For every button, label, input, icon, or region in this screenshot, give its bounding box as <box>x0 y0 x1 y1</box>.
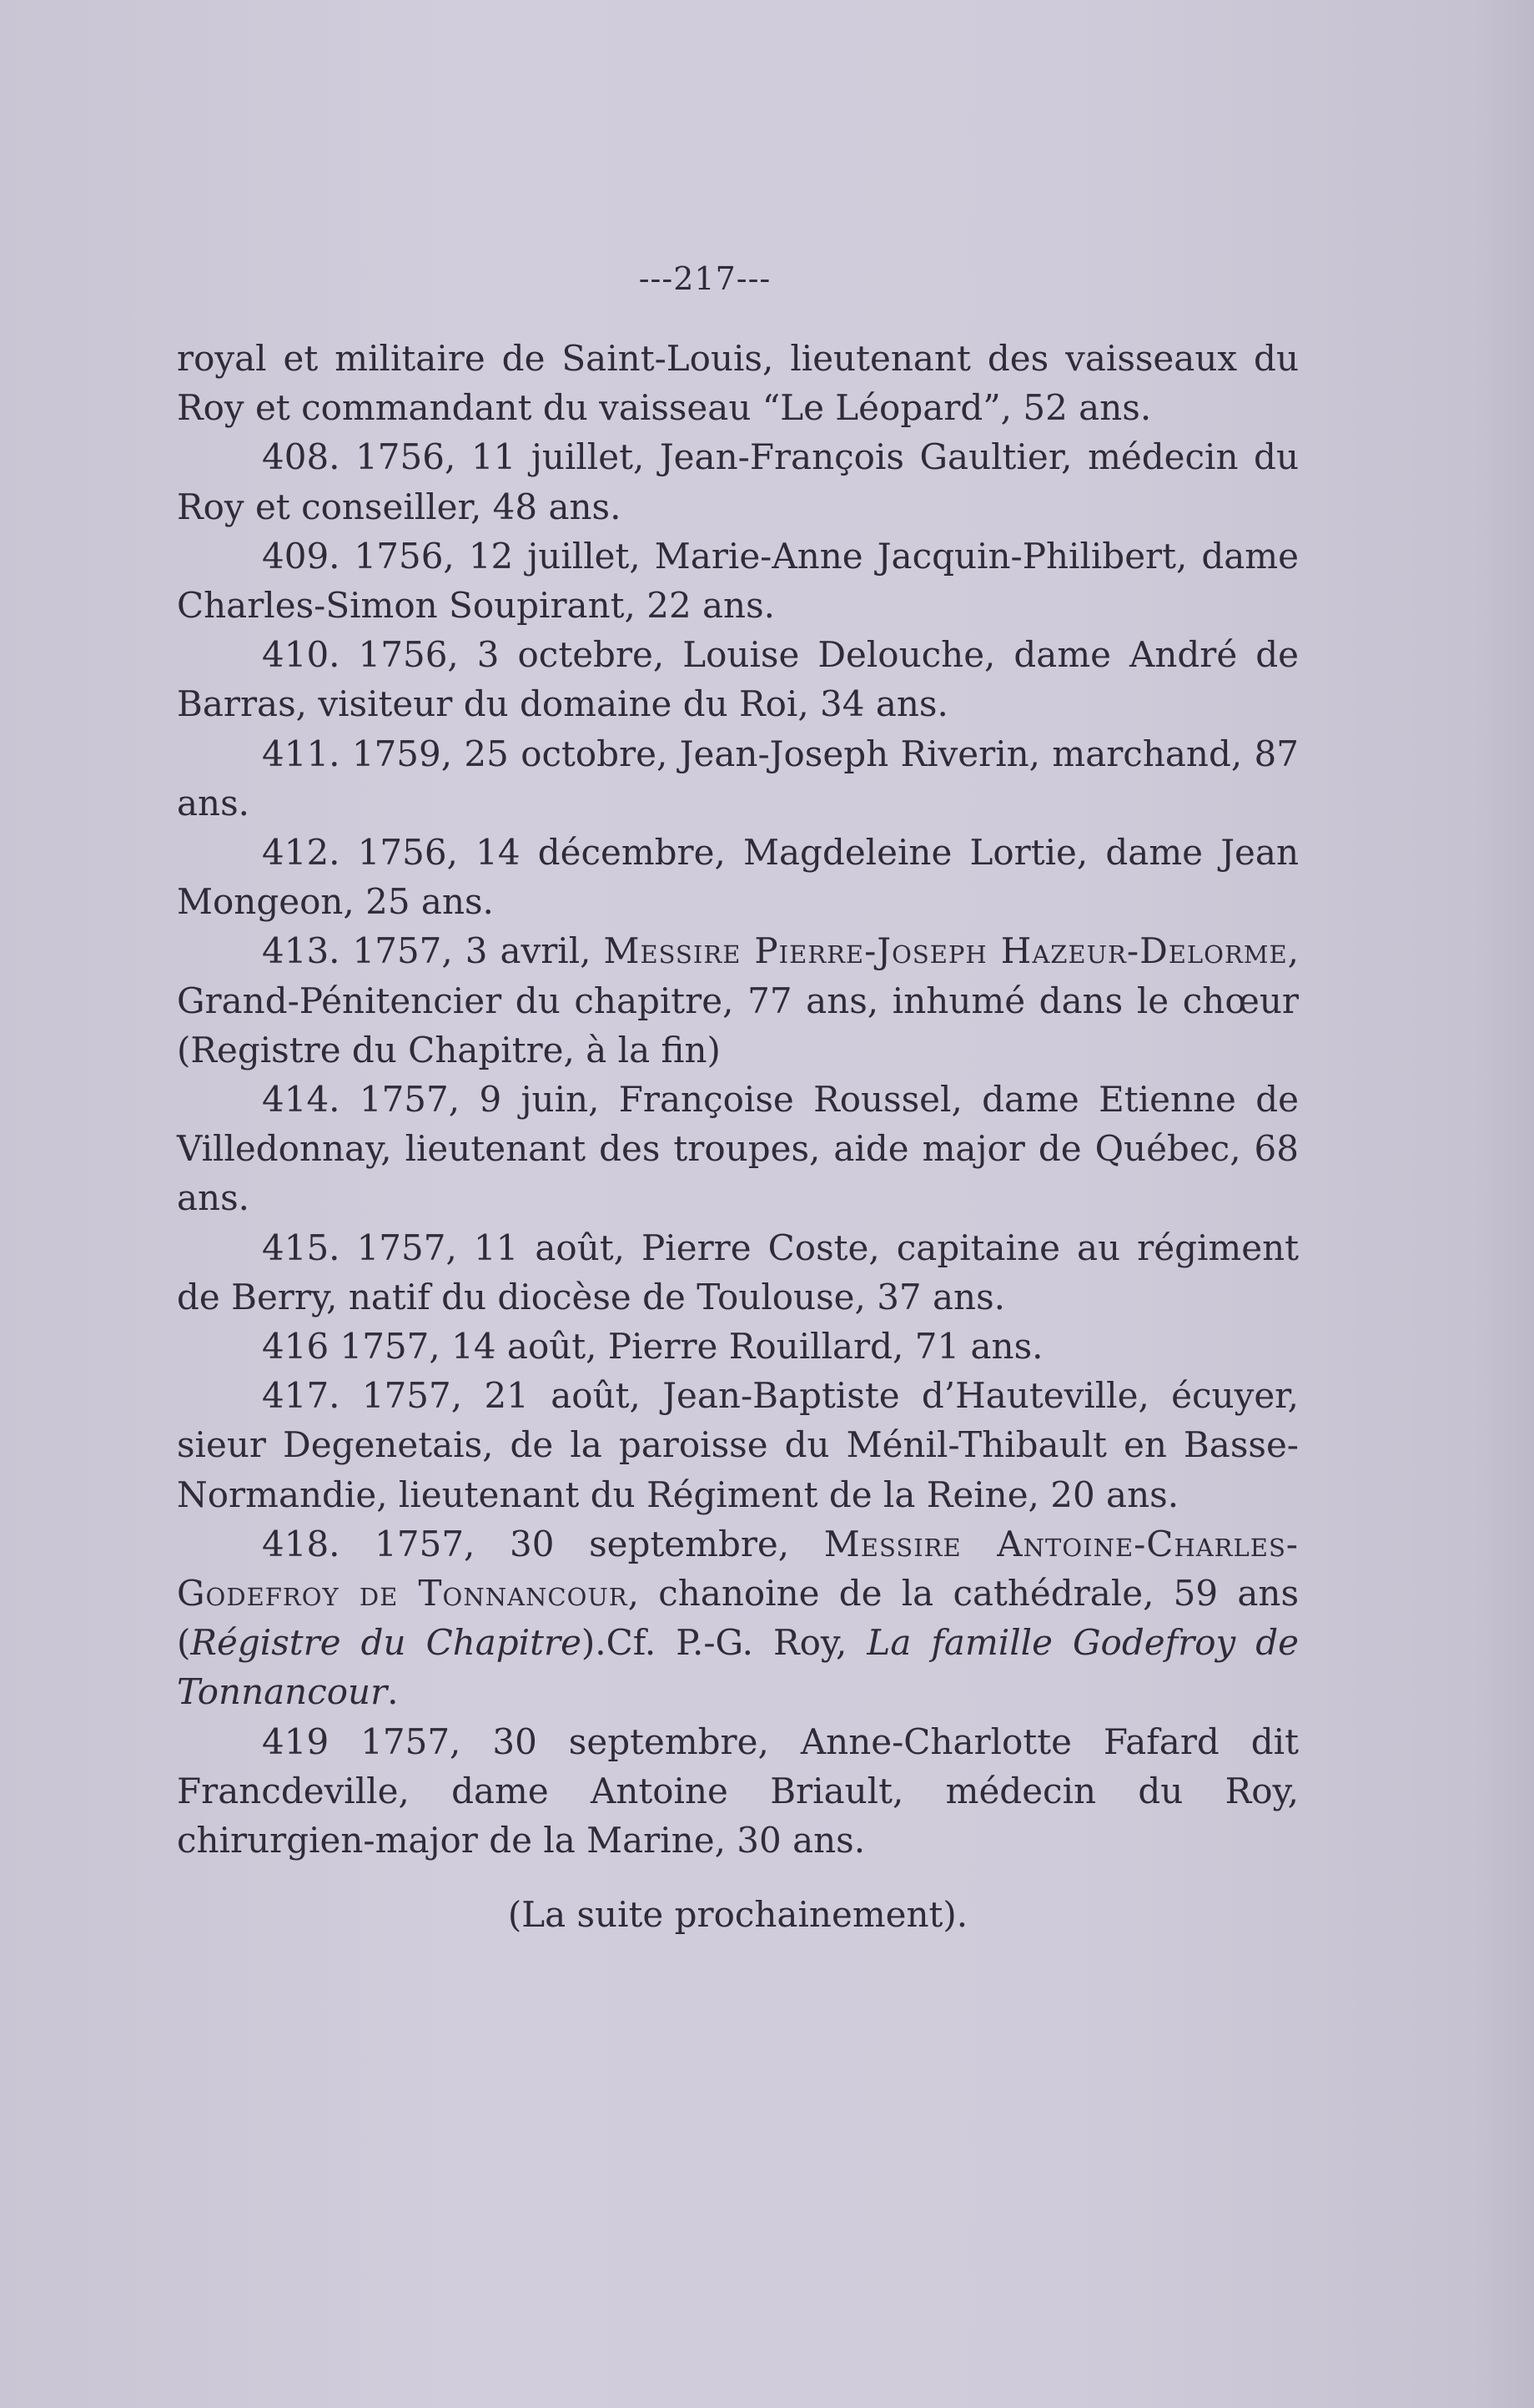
page-number: ---217--- <box>638 260 772 297</box>
entry-417: 417. 1757, 21 août, Jean-Baptiste d’Hauteville, écuyer, sieur Degenetais, de la paroisse du Ménil-Thibault en Basse-Normandie, lieutenant du Régiment de la Reine, 20 ans. <box>177 1375 1299 1515</box>
entry-418-details: , chanoine de la cathédrale, 59 ans ( <box>177 1573 1299 1664</box>
entry-413 <box>177 926 1299 1075</box>
entry-418 <box>177 1519 1299 1717</box>
continuation-note: (La suite prochainement). <box>507 1894 968 1936</box>
entry-418-source: Régistre du Chapitre <box>190 1622 581 1664</box>
entry-412: 412. 1756, 14 décembre, Magdeleine Lortie, dame Jean Mongeon, 25 ans. <box>177 832 1299 923</box>
entry-419: 419 1757, 30 septembre, Anne-Charlotte Fafard dit Francdeville, dame Antoine Briault, médecin du Roy, chirurgien-major de la Marine, 30 ans. <box>177 1720 1299 1861</box>
entry-414: 414. 1757, 9 juin, Françoise Roussel, dame Etienne de Villedonnay, lieutenant des troupes, aide major de Québec, 68 ans. <box>177 1079 1299 1219</box>
entry-411: 411. 1759, 25 octobre, Jean-Joseph Riverin, marchand, 87 ans. <box>177 733 1299 824</box>
entry-408: 408. 1756, 11 juillet, Jean-François Gaultier, médecin du Roy et conseiller, 48 ans. <box>177 436 1299 527</box>
entry-410: 410. 1756, 3 octebre, Louise Delouche, dame André de Barras, visiteur du domaine du Roi, 34 ans. <box>177 634 1299 725</box>
entry-418-end: . <box>387 1671 399 1713</box>
entry-415: 415. 1757, 11 août, Pierre Coste, capitaine au régiment de Berry, natif du diocèse de Toulouse, 37 ans. <box>177 1227 1299 1317</box>
entry-413-details: , Grand-Pénitencier du chapitre, 77 ans, inhumé dans le chœur (Registre du Chapitre, à la fin) <box>177 930 1299 1071</box>
entry-418-date: 418. 1757, 30 septembre, <box>262 1523 824 1564</box>
entry-418-name: Messire Antoine-Charles-Godefroy de Tonnancour <box>177 1523 1300 1615</box>
entry-409: 409. 1756, 12 juillet, Marie-Anne Jacquin-Philibert, dame Charles-Simon Soupirant, 22 ans. <box>177 535 1299 627</box>
entry-418-book-title: La famille Godefroy de Tonnancour <box>177 1622 1299 1713</box>
entry-413-date: 413. 1757, 3 avril, <box>262 930 604 972</box>
entry-413-name: Messire Pierre-Joseph Hazeur-Delorme <box>603 930 1288 972</box>
entry-418-cf: ).Cf. P.-G. Roy, <box>581 1622 868 1664</box>
text-body <box>177 334 1299 1940</box>
entry-continuation: royal et militaire de Saint-Louis, lieutenant des vaisseaux du Roy et commandant du vaisseau “Le Léopard”, 52 ans. <box>177 338 1299 429</box>
entry-416: 416 1757, 14 août, Pierre Rouillard, 71 ans. <box>262 1326 1044 1368</box>
